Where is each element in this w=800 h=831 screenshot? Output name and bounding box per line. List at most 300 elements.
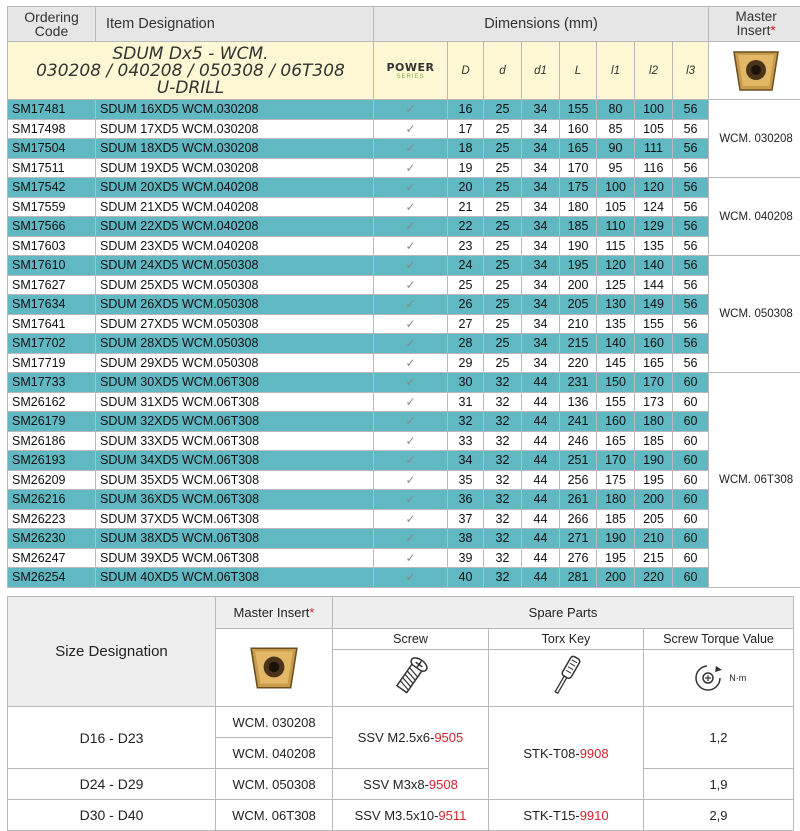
dim-d1: 34 — [522, 275, 560, 295]
dim-l3: 56 — [673, 178, 709, 198]
dim-l3: 56 — [673, 334, 709, 354]
dim-d1: 44 — [522, 568, 560, 588]
dim-L: 180 — [560, 197, 597, 217]
dim-d: 25 — [484, 217, 522, 237]
power-series-check — [374, 217, 448, 237]
dim-l1: 90 — [597, 139, 635, 159]
power-series-check — [374, 392, 448, 412]
power-series-check — [374, 568, 448, 588]
ordering-code: SM26254 — [8, 568, 96, 588]
dim-l1: 195 — [597, 548, 635, 568]
dim-l2: 149 — [635, 295, 673, 315]
dim-d: 25 — [484, 178, 522, 198]
dim-d: 25 — [484, 275, 522, 295]
dim-l1: 200 — [597, 568, 635, 588]
power-series-check — [374, 100, 448, 120]
table-row — [8, 451, 800, 471]
dim-l3: 56 — [673, 236, 709, 256]
dim-l1: 105 — [597, 197, 635, 217]
dim-l1: 110 — [597, 217, 635, 237]
dim-l1: 115 — [597, 236, 635, 256]
dim-l3: 60 — [673, 412, 709, 432]
dim-d1: 44 — [522, 431, 560, 451]
dim-l1: 100 — [597, 178, 635, 198]
power-series-check — [374, 158, 448, 178]
power-series-check — [374, 334, 448, 354]
dim-l1: 190 — [597, 529, 635, 549]
dim-l1: 165 — [597, 431, 635, 451]
power-series-check — [374, 256, 448, 276]
dim-D: 19 — [448, 158, 484, 178]
item-designation: SDUM 33XD5 WCM.06T308 — [96, 431, 374, 451]
dim-l2: 144 — [635, 275, 673, 295]
dim-l2: 185 — [635, 431, 673, 451]
dim-l3: 60 — [673, 490, 709, 510]
dim-l1: 130 — [597, 295, 635, 315]
dim-l3: 56 — [673, 197, 709, 217]
spare-parts-table — [7, 596, 794, 831]
dim-l3: 56 — [673, 256, 709, 276]
dim-d1: 44 — [522, 451, 560, 471]
dim-d: 25 — [484, 334, 522, 354]
ordering-code: SM17542 — [8, 178, 96, 198]
ordering-code: SM26223 — [8, 509, 96, 529]
dim-l2: 116 — [635, 158, 673, 178]
table-row — [8, 178, 800, 198]
dim-l3: 60 — [673, 373, 709, 393]
dim-d: 25 — [484, 158, 522, 178]
power-series-check — [374, 236, 448, 256]
master-insert-cell: WCM. 030208 — [709, 100, 800, 178]
ordering-code: SM17634 — [8, 295, 96, 315]
dim-d1: 44 — [522, 490, 560, 510]
item-designation: SDUM 29XD5 WCM.050308 — [96, 353, 374, 373]
table-row — [8, 353, 800, 373]
check-icon: ✓ — [405, 102, 415, 116]
dim-l2: 215 — [635, 548, 673, 568]
item-designation: SDUM 32XD5 WCM.06T308 — [96, 412, 374, 432]
item-designation: SDUM 22XD5 WCM.040208 — [96, 217, 374, 237]
dim-d1: 44 — [522, 373, 560, 393]
power-series-check — [374, 119, 448, 139]
table-row — [8, 217, 800, 237]
dim-l1: 170 — [597, 451, 635, 471]
master-insert-header: Master Insert* — [709, 7, 800, 42]
power-series-check — [374, 509, 448, 529]
power-series-logo: POWER SERIES — [374, 42, 448, 100]
ordering-code: SM26179 — [8, 412, 96, 432]
dim-L: 195 — [560, 256, 597, 276]
ordering-code: SM26209 — [8, 470, 96, 490]
ordering-code: SM17603 — [8, 236, 96, 256]
ordering-code: SM17719 — [8, 353, 96, 373]
dim-d: 25 — [484, 295, 522, 315]
master-insert-image — [709, 42, 800, 100]
dim-D: 35 — [448, 470, 484, 490]
size-d30-d40: D30 - D40 — [8, 800, 216, 831]
power-series-check — [374, 451, 448, 471]
ordering-code: SM17627 — [8, 275, 96, 295]
power-series-check — [374, 314, 448, 334]
table-row — [8, 295, 800, 315]
item-designation: SDUM 30XD5 WCM.06T308 — [96, 373, 374, 393]
check-icon: ✓ — [405, 278, 415, 292]
dim-header-d: d — [484, 42, 522, 100]
dim-l2: 180 — [635, 412, 673, 432]
dim-L: 205 — [560, 295, 597, 315]
spare-insert-06t308: WCM. 06T308 — [216, 800, 333, 831]
check-icon: ✓ — [405, 356, 415, 370]
item-designation: SDUM 40XD5 WCM.06T308 — [96, 568, 374, 588]
ordering-code: SM26230 — [8, 529, 96, 549]
dim-D: 21 — [448, 197, 484, 217]
dim-header-l2: l2 — [635, 42, 673, 100]
table-row — [8, 139, 800, 159]
dim-l3: 56 — [673, 314, 709, 334]
dim-d1: 34 — [522, 139, 560, 159]
ordering-code: SM17511 — [8, 158, 96, 178]
size-designation-header: Size Designation — [8, 597, 216, 707]
dim-d: 32 — [484, 373, 522, 393]
ordering-code: SM17559 — [8, 197, 96, 217]
dim-D: 39 — [448, 548, 484, 568]
screw-icon-cell — [333, 650, 489, 707]
dim-header-d1: d1 — [522, 42, 560, 100]
dim-l3: 60 — [673, 392, 709, 412]
dim-header-l3: l3 — [673, 42, 709, 100]
dim-D: 37 — [448, 509, 484, 529]
dim-L: 276 — [560, 548, 597, 568]
check-icon: ✓ — [405, 200, 415, 214]
torx-key-icon-cell — [489, 650, 644, 707]
table-row — [8, 314, 800, 334]
table-row — [8, 412, 800, 432]
ordering-code: SM26162 — [8, 392, 96, 412]
item-designation: SDUM 23XD5 WCM.040208 — [96, 236, 374, 256]
dim-l2: 124 — [635, 197, 673, 217]
size-d16-d23: D16 - D23 — [8, 707, 216, 769]
check-icon: ✓ — [405, 161, 415, 175]
dim-D: 24 — [448, 256, 484, 276]
dim-d1: 34 — [522, 178, 560, 198]
ordering-code: SM17702 — [8, 334, 96, 354]
item-designation-header: Item Designation — [96, 7, 374, 42]
ordering-code: SM26216 — [8, 490, 96, 510]
dim-l3: 60 — [673, 529, 709, 549]
dim-L: 220 — [560, 353, 597, 373]
screw-m3: SSV M3x8-9508 — [333, 769, 489, 800]
table-row — [8, 373, 800, 393]
dim-d1: 44 — [522, 392, 560, 412]
dim-D: 31 — [448, 392, 484, 412]
master-insert-cell: WCM. 040208 — [709, 178, 800, 256]
torx-t08: STK-T08-9908 — [489, 707, 644, 800]
dim-d1: 34 — [522, 236, 560, 256]
table-row — [8, 431, 800, 451]
power-series-check — [374, 178, 448, 198]
ordering-code-header: Ordering Code — [8, 7, 96, 42]
table-row — [8, 100, 800, 120]
dim-L: 231 — [560, 373, 597, 393]
dim-d1: 34 — [522, 197, 560, 217]
dim-L: 185 — [560, 217, 597, 237]
check-icon: ✓ — [405, 317, 415, 331]
dim-d1: 44 — [522, 548, 560, 568]
dim-l1: 125 — [597, 275, 635, 295]
dim-l3: 60 — [673, 470, 709, 490]
dim-l1: 95 — [597, 158, 635, 178]
check-icon: ✓ — [405, 473, 415, 487]
check-icon: ✓ — [405, 395, 415, 409]
check-icon: ✓ — [405, 219, 415, 233]
dim-l2: 160 — [635, 334, 673, 354]
power-series-check — [374, 139, 448, 159]
item-designation: SDUM 26XD5 WCM.050308 — [96, 295, 374, 315]
dim-d: 32 — [484, 548, 522, 568]
dim-L: 256 — [560, 470, 597, 490]
dim-l1: 120 — [597, 256, 635, 276]
dim-header-D: D — [448, 42, 484, 100]
dim-L: 190 — [560, 236, 597, 256]
dim-l3: 56 — [673, 295, 709, 315]
table-row — [8, 392, 800, 412]
dim-l2: 205 — [635, 509, 673, 529]
dim-D: 16 — [448, 100, 484, 120]
item-designation: SDUM 20XD5 WCM.040208 — [96, 178, 374, 198]
dim-D: 33 — [448, 431, 484, 451]
dim-d: 32 — [484, 451, 522, 471]
dim-L: 165 — [560, 139, 597, 159]
dim-l2: 140 — [635, 256, 673, 276]
power-series-check — [374, 197, 448, 217]
item-designation: SDUM 17XD5 WCM.030208 — [96, 119, 374, 139]
table-row — [8, 509, 800, 529]
product-title: SDUM Dx5 - WCM. 030208 / 040208 / 050308 / 06T308 U-DRILL — [8, 42, 374, 100]
dim-l3: 60 — [673, 568, 709, 588]
dim-L: 170 — [560, 158, 597, 178]
ordering-code: SM26247 — [8, 548, 96, 568]
dim-header-L: L — [560, 42, 597, 100]
check-icon: ✓ — [405, 531, 415, 545]
dim-l2: 100 — [635, 100, 673, 120]
check-icon: ✓ — [405, 239, 415, 253]
dim-l1: 175 — [597, 470, 635, 490]
table-row — [8, 119, 800, 139]
dim-D: 38 — [448, 529, 484, 549]
dim-l2: 173 — [635, 392, 673, 412]
dim-l3: 56 — [673, 353, 709, 373]
size-d24-d29: D24 - D29 — [8, 769, 216, 800]
dim-L: 246 — [560, 431, 597, 451]
dim-d1: 34 — [522, 314, 560, 334]
ordering-code: SM17641 — [8, 314, 96, 334]
table-row — [8, 529, 800, 549]
dim-D: 25 — [448, 275, 484, 295]
insert-icon — [244, 642, 304, 694]
dim-header-l1: l1 — [597, 42, 635, 100]
dim-l2: 120 — [635, 178, 673, 198]
dim-D: 17 — [448, 119, 484, 139]
dim-l1: 145 — [597, 353, 635, 373]
dim-L: 175 — [560, 178, 597, 198]
dim-d: 32 — [484, 529, 522, 549]
torx-key-icon — [544, 653, 588, 699]
item-designation: SDUM 28XD5 WCM.050308 — [96, 334, 374, 354]
dim-d: 25 — [484, 256, 522, 276]
table-row — [8, 197, 800, 217]
check-icon: ✓ — [405, 375, 415, 389]
check-icon: ✓ — [405, 141, 415, 155]
check-icon: ✓ — [405, 122, 415, 136]
dim-l1: 80 — [597, 100, 635, 120]
table-row — [8, 256, 800, 276]
power-series-check — [374, 548, 448, 568]
dim-l1: 155 — [597, 392, 635, 412]
dim-D: 26 — [448, 295, 484, 315]
dim-l2: 165 — [635, 353, 673, 373]
item-designation: SDUM 35XD5 WCM.06T308 — [96, 470, 374, 490]
dim-l2: 220 — [635, 568, 673, 588]
dim-l3: 56 — [673, 158, 709, 178]
power-series-check — [374, 431, 448, 451]
dim-D: 28 — [448, 334, 484, 354]
dim-d1: 44 — [522, 529, 560, 549]
check-icon: ✓ — [405, 551, 415, 565]
table-row — [8, 334, 800, 354]
dim-d1: 34 — [522, 334, 560, 354]
product-table — [7, 6, 800, 588]
item-designation: SDUM 24XD5 WCM.050308 — [96, 256, 374, 276]
check-icon: ✓ — [405, 180, 415, 194]
dim-L: 241 — [560, 412, 597, 432]
power-series-check — [374, 470, 448, 490]
table-row — [8, 275, 800, 295]
dim-L: 271 — [560, 529, 597, 549]
dim-l2: 129 — [635, 217, 673, 237]
torx-key-header: Torx Key — [489, 629, 644, 650]
spare-master-insert-header: Master Insert* — [216, 597, 333, 629]
torque-1-2: 1,2 — [644, 707, 794, 769]
dim-d: 25 — [484, 314, 522, 334]
dim-L: 155 — [560, 100, 597, 120]
spare-parts-header: Spare Parts — [333, 597, 794, 629]
torx-t15: STK-T15-9910 — [489, 800, 644, 831]
check-icon: ✓ — [405, 512, 415, 526]
dim-d1: 34 — [522, 100, 560, 120]
dim-d: 32 — [484, 392, 522, 412]
dim-d1: 34 — [522, 217, 560, 237]
item-designation: SDUM 37XD5 WCM.06T308 — [96, 509, 374, 529]
dim-d1: 34 — [522, 353, 560, 373]
check-icon: ✓ — [405, 492, 415, 506]
dim-l1: 160 — [597, 412, 635, 432]
master-insert-cell: WCM. 06T308 — [709, 373, 800, 588]
torque-unit: N·m — [729, 673, 746, 683]
dim-d: 32 — [484, 412, 522, 432]
dim-d: 32 — [484, 431, 522, 451]
dim-l3: 60 — [673, 431, 709, 451]
item-designation: SDUM 25XD5 WCM.050308 — [96, 275, 374, 295]
item-designation: SDUM 27XD5 WCM.050308 — [96, 314, 374, 334]
screw-m35: SSV M3.5x10-9511 — [333, 800, 489, 831]
dim-d: 32 — [484, 568, 522, 588]
item-designation: SDUM 38XD5 WCM.06T308 — [96, 529, 374, 549]
dim-l2: 200 — [635, 490, 673, 510]
power-series-check — [374, 373, 448, 393]
dim-l2: 195 — [635, 470, 673, 490]
screw-icon — [389, 654, 433, 698]
dim-L: 210 — [560, 314, 597, 334]
dim-D: 34 — [448, 451, 484, 471]
dim-d1: 34 — [522, 119, 560, 139]
spare-insert-030208: WCM. 030208 — [216, 707, 333, 738]
check-icon: ✓ — [405, 453, 415, 467]
dim-L: 200 — [560, 275, 597, 295]
item-designation: SDUM 19XD5 WCM.030208 — [96, 158, 374, 178]
ordering-code: SM17610 — [8, 256, 96, 276]
check-icon: ✓ — [405, 297, 415, 311]
ordering-code: SM17481 — [8, 100, 96, 120]
ordering-code: SM26186 — [8, 431, 96, 451]
dim-d1: 44 — [522, 412, 560, 432]
dim-l2: 111 — [635, 139, 673, 159]
dim-d: 25 — [484, 119, 522, 139]
power-series-check — [374, 353, 448, 373]
dim-L: 251 — [560, 451, 597, 471]
dim-l1: 140 — [597, 334, 635, 354]
dim-l2: 105 — [635, 119, 673, 139]
dimensions-header: Dimensions (mm) — [374, 7, 709, 42]
dim-l3: 60 — [673, 548, 709, 568]
dim-D: 29 — [448, 353, 484, 373]
dim-l1: 135 — [597, 314, 635, 334]
dim-L: 281 — [560, 568, 597, 588]
item-designation: SDUM 36XD5 WCM.06T308 — [96, 490, 374, 510]
power-series-check — [374, 412, 448, 432]
dim-l3: 56 — [673, 139, 709, 159]
master-insert-cell: WCM. 050308 — [709, 256, 800, 373]
dim-d: 25 — [484, 100, 522, 120]
dim-d: 25 — [484, 353, 522, 373]
dim-D: 30 — [448, 373, 484, 393]
dim-d1: 34 — [522, 158, 560, 178]
dim-L: 266 — [560, 509, 597, 529]
dim-D: 27 — [448, 314, 484, 334]
torque-1-9: 1,9 — [644, 769, 794, 800]
dim-d: 32 — [484, 470, 522, 490]
screw-m25: SSV M2.5x6-9505 — [333, 707, 489, 769]
dim-d1: 44 — [522, 470, 560, 490]
torque-2-9: 2,9 — [644, 800, 794, 831]
dim-L: 215 — [560, 334, 597, 354]
dim-d1: 44 — [522, 509, 560, 529]
check-icon: ✓ — [405, 258, 415, 272]
torque-icon-cell — [644, 650, 794, 707]
dim-l3: 60 — [673, 509, 709, 529]
check-icon: ✓ — [405, 414, 415, 428]
table-row — [8, 490, 800, 510]
ordering-code: SM17504 — [8, 139, 96, 159]
spare-insert-050308: WCM. 050308 — [216, 769, 333, 800]
item-designation: SDUM 31XD5 WCM.06T308 — [96, 392, 374, 412]
dim-l1: 185 — [597, 509, 635, 529]
item-designation: SDUM 34XD5 WCM.06T308 — [96, 451, 374, 471]
torque-header: Screw Torque Value — [644, 629, 794, 650]
dim-l1: 180 — [597, 490, 635, 510]
dim-l2: 135 — [635, 236, 673, 256]
dim-d: 32 — [484, 490, 522, 510]
table-row — [8, 236, 800, 256]
